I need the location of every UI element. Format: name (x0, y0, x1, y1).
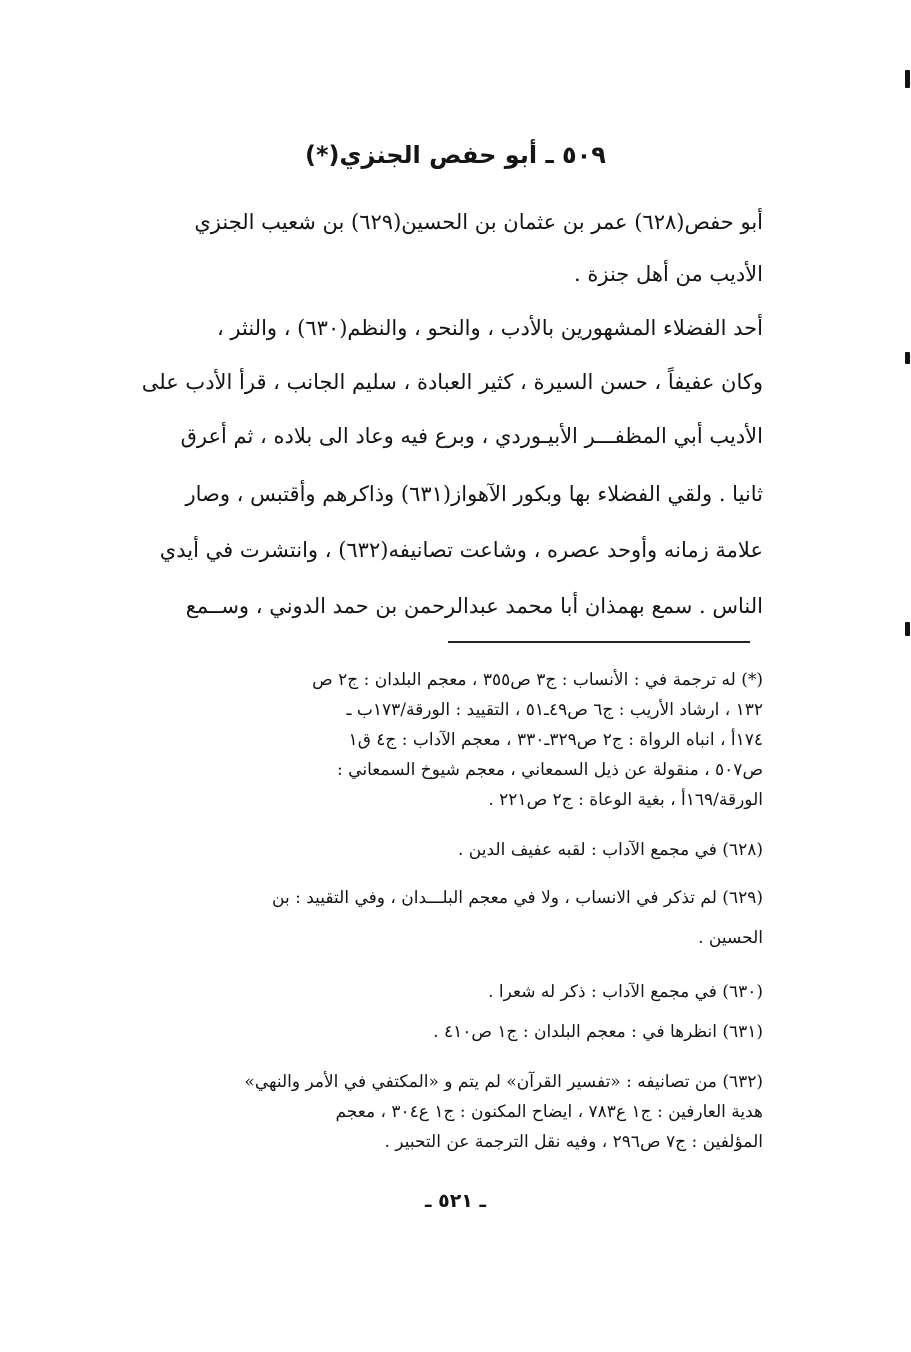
body-line: الأديب أبي المظفـــر الأبيـوردي ، وبرع فيه وعاد الى بلاده ، ثم أعرق (180, 424, 763, 448)
scan-edge-mark (905, 70, 910, 88)
body-line: وكان عفيفاً ، حسن السيرة ، كثير العبادة ، سليم الجانب ، قرأ الأدب على (141, 370, 763, 394)
scan-edge-mark (905, 352, 910, 364)
footnote-line: (٦٢٨) في مجمع الآداب : لقبه عفيف الدين . (457, 840, 763, 860)
footnote-line: ١٧٤أ ، انباه الرواة : ج٢ ص٣٢٩ـ٣٣٠ ، معجم الآداب : ج٤ ق١ (348, 730, 763, 750)
footnote-line: هدية العارفين : ج١ ع٧٨٣ ، ايضاح المكنون : ج١ ع٣٠٤ ، معجم (335, 1102, 763, 1122)
page-number: ـ ٥٢١ ـ (424, 1190, 486, 1212)
body-line: الأديب من أهل جنزة . (574, 262, 763, 286)
body-line: أبو حفص(٦٢٨) عمر بن عثمان بن الحسين(٦٢٩) بن شعيب الجنزي (194, 210, 763, 234)
footnote-line: ص٥٠٧ ، منقولة عن ذيل السمعاني ، معجم شيوخ السمعاني : (337, 760, 763, 780)
scan-edge-mark (905, 622, 910, 636)
body-line: الناس . سمع بهمذان أبا محمد عبدالرحمن بن حمد الدوني ، وســمع (185, 594, 763, 618)
entry-heading: ٥٠٩ ـ أبو حفص الجنزي(*) (305, 141, 606, 169)
footnote-line: ١٣٢ ، ارشاد الأريب : ج٦ ص٤٩ـ٥١ ، التقييد : الورقة/١٧٣ب ـ (346, 700, 763, 720)
footnote-line: الورقة/١٦٩أ ، بغية الوعاة : ج٢ ص٢٢١ . (488, 790, 763, 810)
footnote-line: (٦٣١) انظرها في : معجم البلدان : ج١ ص٤١٠ . (433, 1022, 763, 1042)
footnote-line: (٦٣٢) من تصانيفه : «تفسير القرآن» لم يتم و «المكتفي في الأمر والنهي» (244, 1072, 763, 1092)
body-line: ثانيا . ولقي الفضلاء بها وبكور الآهواز(٦٣١) وذاكرهم وأقتبس ، وصار (185, 482, 763, 506)
footnote-line: (٦٣٠) في مجمع الآداب : ذكر له شعرا . (488, 982, 763, 1002)
body-line: علامة زمانه وأوحد عصره ، وشاعت تصانيفه(٦٣٢) ، وانتشرت في أيدي (159, 538, 763, 562)
footnote-separator (448, 641, 750, 643)
footnote-line: (*) له ترجمة في : الأنساب : ج٣ ص٣٥٥ ، معجم البلدان : ج٢ ص (312, 670, 763, 690)
footnote-line: (٦٢٩) لم تذكر في الانساب ، ولا في معجم البلـــدان ، وفي التقييد : بن (272, 888, 763, 908)
footnote-line: المؤلفين : ج٧ ص٢٩٦ ، وفيه نقل الترجمة عن التحبير . (384, 1132, 763, 1152)
footnote-line: الحسين . (698, 928, 763, 948)
body-line: أحد الفضلاء المشهورين بالأدب ، والنحو ، والنظم(٦٣٠) ، والنثر ، (216, 316, 763, 340)
